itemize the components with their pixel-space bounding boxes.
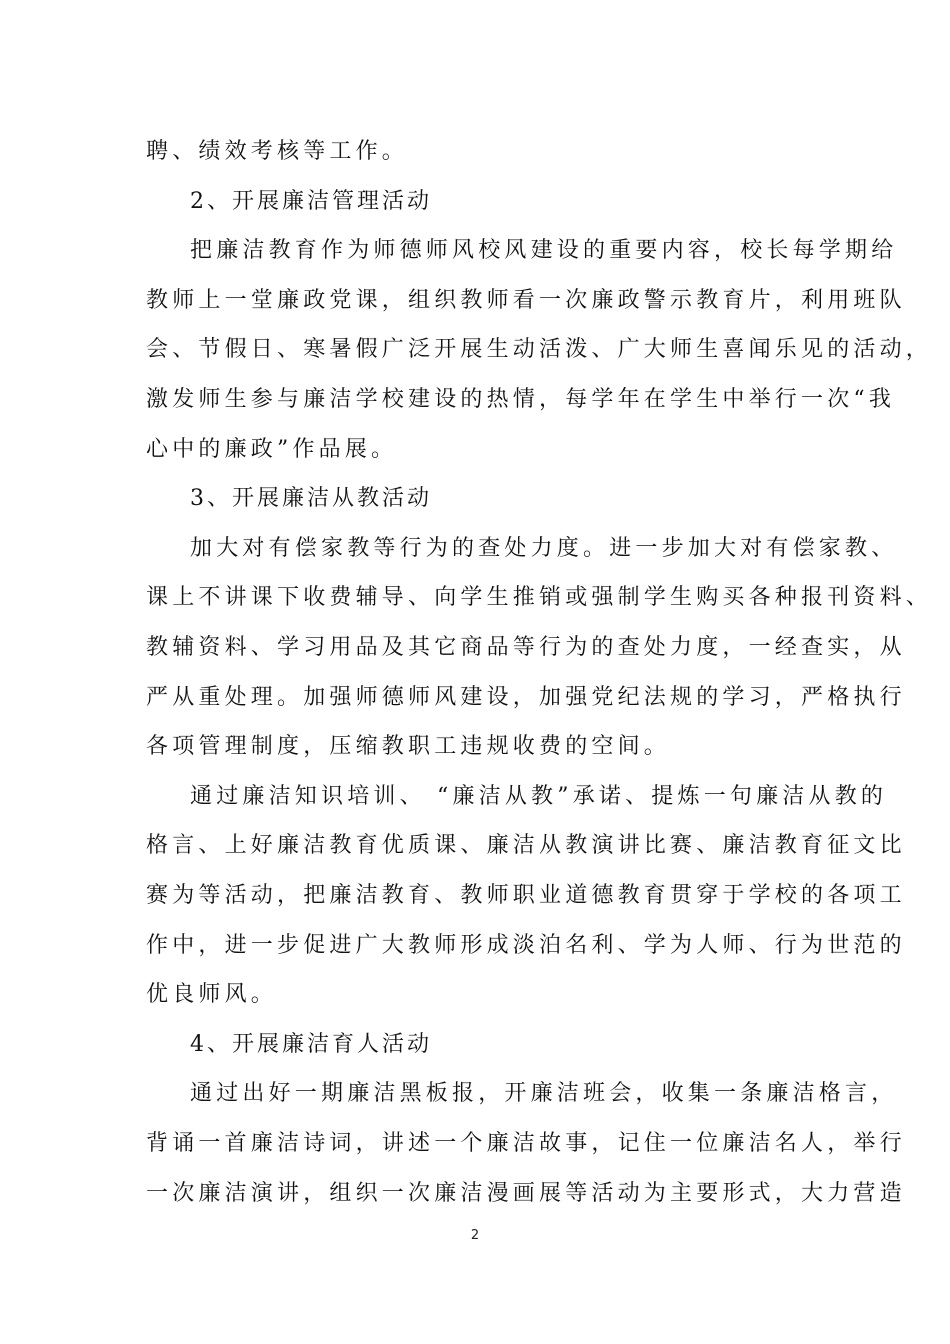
text-line: 各项管理制度，压缩教职工违规收费的空间。 [146,734,671,760]
text-line: 会、节假日、寒暑假广泛开展生动活泼、广大师生喜闻乐见的活动， [146,337,933,363]
text-line: 通过出好一期廉洁黑板报，开廉洁班会，收集一条廉洁格言， [190,1081,898,1107]
page-number: 2 [470,1228,480,1243]
text-line: 激发师生参与廉洁学校建设的热情，每学年在学生中举行一次“我 [146,387,896,412]
text-line: 教师上一堂廉政党课，组织教师看一次廉政警示教育片，利用班队 [146,287,906,313]
section-heading: 4、开展廉洁育人活动 [190,1031,432,1057]
text-line: 一次廉洁演讲，组织一次廉洁漫画展等活动为主要形式，大力营造 [146,1180,906,1206]
text-line: 格言、上好廉洁教育优质课、廉洁从教演讲比赛、廉洁教育征文比 [146,833,906,859]
text-line: 聘、绩效考核等工作。 [146,139,409,164]
text-line: 作中，进一步促进广大教师形成淡泊名利、学为人师、行为世范的 [146,932,906,958]
text-line: 优良师风。 [146,982,278,1008]
text-line: 课上不讲课下收费辅导、向学生推销或强制学生购买各种报刊资料、 [146,585,933,611]
section-heading: 2、开展廉洁管理活动 [190,188,432,214]
text-line: 通过廉洁知识培训、 “廉洁从教”承诺、提炼一句廉洁从教的 [190,783,888,809]
text-line: 赛为等活动，把廉洁教育、教师职业道德教育贯穿于学校的各项工 [146,883,906,908]
text-line: 背诵一首廉洁诗词，讲述一个廉洁故事，记住一位廉洁名人，举行 [146,1131,906,1156]
section-heading: 3、开展廉洁从教活动 [190,486,432,512]
text-line: 教辅资料、学习用品及其它商品等行为的查处力度，一经查实，从 [146,635,906,660]
text-line: 严从重处理。加强师德师风建设，加强党纪法规的学习，严格执行 [146,684,906,710]
text-line: 加大对有偿家教等行为的查处力度。进一步加大对有偿家教、 [190,535,898,561]
text-line: 把廉洁教育作为师德师风校风建设的重要内容，校长每学期给 [190,238,898,264]
text-line: 心中的廉政”作品展。 [146,436,398,462]
